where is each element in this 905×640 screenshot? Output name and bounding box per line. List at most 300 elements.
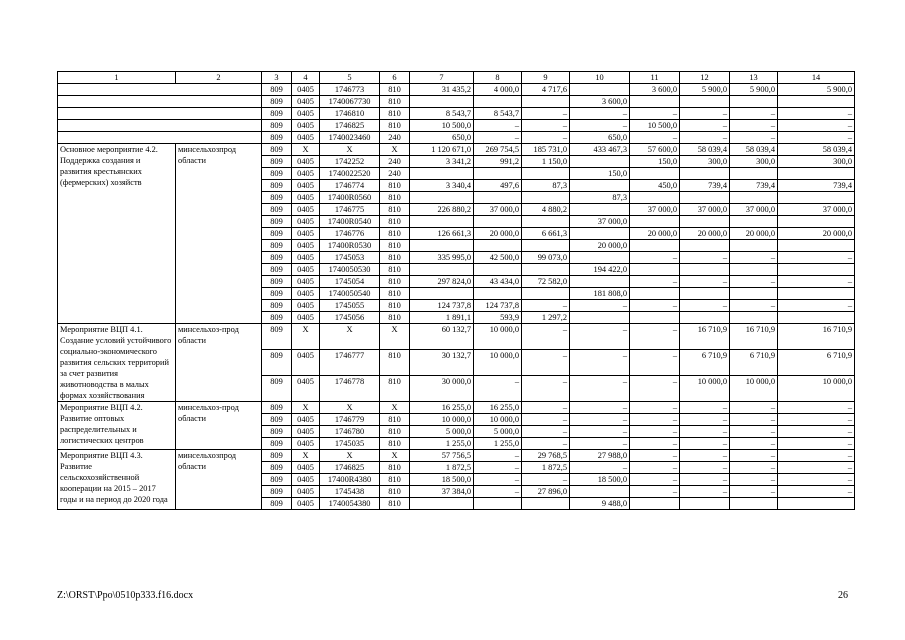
table-cell: 809 [262,180,292,192]
table-cell [570,156,630,168]
table-cell: 300,0 [730,156,778,168]
table-cell: 8 543,7 [410,108,474,120]
table-cell: 809 [262,120,292,132]
table-cell: 0405 [292,438,320,450]
table-cell [778,288,855,300]
table-cell [680,498,730,510]
table-cell [630,288,680,300]
table-cell: 809 [262,216,292,228]
table-cell [474,216,522,228]
table-cell: 1740067730 [320,96,380,108]
table-cell: 9 488,0 [570,498,630,510]
table-row [58,96,855,108]
table-cell: 124 737,8 [410,300,474,312]
table-cell [680,312,730,324]
table-cell: – [730,132,778,144]
table-cell: 650,0 [570,132,630,144]
table-cell: 809 [262,144,292,156]
table-header-row [58,72,855,84]
table-cell: – [730,462,778,474]
table-cell [570,180,630,192]
table-cell [570,486,630,498]
table-cell: 0405 [292,498,320,510]
table-cell: – [778,108,855,120]
table-cell: 42 500,0 [474,252,522,264]
column-header: 6 [380,72,410,84]
table-cell: 20 000,0 [474,228,522,240]
table-cell: 16 710,9 [778,324,855,350]
table-cell: 16 255,0 [474,402,522,414]
table-cell: – [730,108,778,120]
footer-page-number: 26 [838,590,848,601]
table-cell: 809 [262,402,292,414]
table-cell: – [522,120,570,132]
table-cell: – [730,450,778,462]
table-cell [474,240,522,252]
budget-table [57,71,855,510]
table-cell: 1746810 [320,108,380,120]
table-cell: 10 500,0 [630,120,680,132]
table-cell: – [778,486,855,498]
table-cell: 0405 [292,132,320,144]
table-cell: 4 880,2 [522,204,570,216]
table-cell: 809 [262,426,292,438]
table-cell: 593,9 [474,312,522,324]
table-cell: 809 [262,376,292,402]
table-cell: X [380,144,410,156]
table-cell: 810 [380,300,410,312]
activity-name-cell: Мероприятие ВЦП 4.2. Развитие оптовых распределительных и логистических центров [58,402,176,450]
table-cell: 810 [380,192,410,204]
table-cell: 1 150,0 [522,156,570,168]
table-cell: 809 [262,276,292,288]
table-cell: X [292,144,320,156]
table-cell: 10 000,0 [474,324,522,350]
table-cell: 739,4 [730,180,778,192]
table-cell [630,498,680,510]
table-cell: – [680,402,730,414]
table-cell [630,264,680,276]
table-cell: 150,0 [630,156,680,168]
table-cell: 37 000,0 [630,204,680,216]
table-cell: 0405 [292,240,320,252]
table-cell: 6 661,3 [522,228,570,240]
table-cell: X [320,450,380,462]
table-cell: 0405 [292,300,320,312]
table-row [58,108,855,120]
table-cell: 433 467,3 [570,144,630,156]
table-cell: 809 [262,324,292,350]
table-cell [778,96,855,108]
table-cell: 3 600,0 [630,84,680,96]
table-cell: 10 000,0 [474,414,522,426]
table-cell: 8 543,7 [474,108,522,120]
table-cell: – [474,450,522,462]
table-cell: – [630,108,680,120]
table-cell: – [680,120,730,132]
column-header: 1 [58,72,176,84]
table-cell [730,96,778,108]
table-cell: 809 [262,252,292,264]
table-cell [680,168,730,180]
empty-cell [58,108,262,120]
column-header: 4 [292,72,320,84]
table-cell: 810 [380,474,410,486]
table-cell [474,288,522,300]
table-cell: 20 000,0 [730,228,778,240]
table-cell: 72 582,0 [522,276,570,288]
table-cell: 809 [262,168,292,180]
column-header: 13 [730,72,778,84]
table-cell: X [380,450,410,462]
table-cell: 1746777 [320,350,380,376]
table-cell: 810 [380,84,410,96]
table-cell: 1746778 [320,376,380,402]
table-cell: – [730,426,778,438]
table-cell: – [630,300,680,312]
table-cell [630,168,680,180]
table-cell [474,192,522,204]
table-cell [630,240,680,252]
table-cell: 3 341,2 [410,156,474,168]
table-cell [522,192,570,204]
table-cell: 0405 [292,84,320,96]
table-cell: 27 988,0 [570,450,630,462]
table-cell: – [778,438,855,450]
table-cell [680,288,730,300]
table-cell: 0405 [292,486,320,498]
table-cell: 0405 [292,288,320,300]
table-cell: 0405 [292,180,320,192]
table-cell: – [630,426,680,438]
table-cell: 809 [262,288,292,300]
table-cell: 810 [380,312,410,324]
table-cell: 87,3 [522,180,570,192]
table-cell [522,216,570,228]
table-row [58,324,855,350]
table-cell [474,264,522,276]
table-cell [778,168,855,180]
table-cell: – [630,276,680,288]
table-cell: 17400R4380 [320,474,380,486]
table-cell: 0405 [292,216,320,228]
table-cell: 1746776 [320,228,380,240]
column-header: 10 [570,72,630,84]
table-cell: 0405 [292,376,320,402]
table-cell: 810 [380,462,410,474]
table-cell: 335 995,0 [410,252,474,264]
table-cell: 0405 [292,168,320,180]
table-cell: 809 [262,486,292,498]
table-cell: – [522,474,570,486]
table-cell: 1 255,0 [410,438,474,450]
table-cell: 31 435,2 [410,84,474,96]
table-cell: 6 710,9 [680,350,730,376]
table-cell: – [522,376,570,402]
table-cell: 37 000,0 [570,216,630,228]
table-cell: – [630,350,680,376]
table-cell: 1 872,5 [410,462,474,474]
column-header: 9 [522,72,570,84]
table-cell [410,96,474,108]
table-cell: 181 808,0 [570,288,630,300]
table-cell: 3 340,4 [410,180,474,192]
table-cell: 124 737,8 [474,300,522,312]
table-cell: 0405 [292,108,320,120]
table-cell [680,216,730,228]
table-cell: 810 [380,376,410,402]
table-row [58,84,855,96]
footer-file-path: Z:\ORST\Ppo\0510p333.f16.docx [57,590,194,601]
table-cell: 1 297,2 [522,312,570,324]
table-cell [680,240,730,252]
table-cell [474,168,522,180]
table-cell: 300,0 [778,156,855,168]
table-cell: – [680,132,730,144]
table-cell: – [778,276,855,288]
table-cell: 1745056 [320,312,380,324]
table-cell: 810 [380,216,410,228]
table-cell [410,264,474,276]
table-cell: – [778,120,855,132]
table-cell: – [474,376,522,402]
table-cell: 5 900,0 [778,84,855,96]
activity-name-cell: Мероприятие ВЦП 4.1. Создание условий устойчивого социально-экономического развития сельских территорий за счет развития животноводства в малых формах хозяйствования [58,324,176,402]
table-cell: 739,4 [680,180,730,192]
table-cell: 810 [380,120,410,132]
executor-cell: минсельхозпрод области [176,144,262,324]
table-cell: – [730,402,778,414]
table-cell: 0405 [292,228,320,240]
table-cell: 810 [380,438,410,450]
table-cell: 5 900,0 [730,84,778,96]
table-cell: 57 600,0 [630,144,680,156]
table-cell: 810 [380,264,410,276]
executor-cell: минсельхоз-прод области [176,402,262,450]
table-cell: 0405 [292,96,320,108]
table-cell: 809 [262,240,292,252]
table-cell [630,96,680,108]
table-cell: – [522,414,570,426]
table-cell: 29 768,5 [522,450,570,462]
table-cell: – [570,402,630,414]
table-cell: 1746825 [320,120,380,132]
table-cell: – [680,276,730,288]
table-cell: 37 384,0 [410,486,474,498]
table-cell: 5 900,0 [680,84,730,96]
table-cell [778,498,855,510]
table-cell: 0405 [292,264,320,276]
table-row [58,402,855,414]
table-cell: 810 [380,108,410,120]
table-cell: – [570,300,630,312]
table-cell [474,96,522,108]
table-cell: – [630,132,680,144]
table-row [58,450,855,462]
table-cell: 10 000,0 [730,376,778,402]
table-cell: 809 [262,204,292,216]
table-cell: 27 896,0 [522,486,570,498]
table-cell [522,288,570,300]
table-cell [522,168,570,180]
table-cell: X [292,450,320,462]
table-cell: 126 661,3 [410,228,474,240]
table-cell: 0405 [292,426,320,438]
table-cell [570,204,630,216]
empty-cell [58,96,262,108]
table-cell: 809 [262,156,292,168]
table-cell: – [570,324,630,350]
table-cell: – [570,462,630,474]
table-cell [778,312,855,324]
table-cell: 810 [380,240,410,252]
table-cell: 1740050540 [320,288,380,300]
table-cell [570,276,630,288]
activity-name-cell: Мероприятие ВЦП 4.3. Развитие сельскохозяйственной кооперации на 2015 – 2017 годы и на период до 2020 года [58,450,176,510]
table-cell: 810 [380,228,410,240]
table-cell: 497,6 [474,180,522,192]
table-cell: 0405 [292,156,320,168]
table-cell: 809 [262,300,292,312]
table-cell: – [730,252,778,264]
table-cell: 300,0 [680,156,730,168]
table-cell: 810 [380,498,410,510]
table-cell: – [778,426,855,438]
table-cell: 1 872,5 [522,462,570,474]
table-cell: 0405 [292,192,320,204]
table-cell: – [680,486,730,498]
table-cell [778,240,855,252]
table-cell: 10 000,0 [680,376,730,402]
table-cell: – [778,462,855,474]
table-cell: 1742252 [320,156,380,168]
table-cell: 16 255,0 [410,402,474,414]
table-cell: – [680,252,730,264]
table-cell: X [320,402,380,414]
table-cell: 10 000,0 [474,350,522,376]
table-cell: 0405 [292,120,320,132]
table-cell: 20 000,0 [778,228,855,240]
table-cell: 810 [380,288,410,300]
table-cell: 1745055 [320,300,380,312]
table-cell: 37 000,0 [474,204,522,216]
table-cell [410,216,474,228]
empty-cell [58,120,262,132]
column-header: 2 [176,72,262,84]
table-cell: 0405 [292,474,320,486]
table-cell: X [292,402,320,414]
table-cell: – [778,402,855,414]
table-cell: – [570,426,630,438]
table-cell: 1746775 [320,204,380,216]
table-cell [410,240,474,252]
table-cell [730,498,778,510]
table-cell: 37 000,0 [778,204,855,216]
activity-name-cell: Основное мероприятие 4.2. Поддержка создания и развития крестьянских (фермерских) хозяйств [58,144,176,324]
table-cell: – [474,462,522,474]
table-cell: 810 [380,96,410,108]
table-cell: – [522,426,570,438]
table-cell: 650,0 [410,132,474,144]
table-cell: 57 756,5 [410,450,474,462]
table-cell: 809 [262,264,292,276]
table-cell: 1740054380 [320,498,380,510]
table-cell: 10 000,0 [410,414,474,426]
column-header: 14 [778,72,855,84]
table-cell: – [630,462,680,474]
table-cell: 0405 [292,276,320,288]
table-cell [410,168,474,180]
table-cell [410,192,474,204]
table-cell [410,498,474,510]
table-cell: 16 710,9 [680,324,730,350]
table-cell [570,84,630,96]
table-cell: 20 000,0 [570,240,630,252]
table-cell: 809 [262,414,292,426]
table-cell: 43 434,0 [474,276,522,288]
table-cell: – [630,252,680,264]
table-cell: 58 039,4 [778,144,855,156]
table-cell: 0405 [292,462,320,474]
table-cell: 809 [262,450,292,462]
table-cell: 240 [380,168,410,180]
empty-cell [58,132,262,144]
table-cell: 1740023460 [320,132,380,144]
table-cell: – [630,438,680,450]
table-row [58,120,855,132]
table-cell [630,192,680,204]
table-cell: – [570,350,630,376]
table-cell [730,168,778,180]
table-cell: 0405 [292,414,320,426]
column-header: 12 [680,72,730,84]
table-cell: 810 [380,180,410,192]
table-cell [522,240,570,252]
table-cell: 1746780 [320,426,380,438]
table-cell: – [778,450,855,462]
table-cell: – [730,414,778,426]
column-header: 5 [320,72,380,84]
table-cell: 991,2 [474,156,522,168]
table-cell [730,240,778,252]
table-cell: 240 [380,156,410,168]
table-cell [680,264,730,276]
table-cell: – [630,414,680,426]
table-cell: – [522,324,570,350]
table-cell [730,216,778,228]
table-cell: – [730,276,778,288]
table-cell: – [778,132,855,144]
table-cell: 60 132,7 [410,324,474,350]
table-cell [522,96,570,108]
table-cell [778,264,855,276]
table-cell: 1745438 [320,486,380,498]
table-cell: 194 422,0 [570,264,630,276]
column-header: 3 [262,72,292,84]
table-cell: X [320,324,380,350]
table-cell: – [680,108,730,120]
table-cell: – [630,450,680,462]
table-cell: – [522,350,570,376]
table-row [58,144,855,156]
table-cell: 10 000,0 [778,376,855,402]
table-cell: 809 [262,462,292,474]
table-cell [522,498,570,510]
table-cell: – [522,108,570,120]
table-cell: – [630,402,680,414]
table-cell: 1 255,0 [474,438,522,450]
table-cell: 809 [262,96,292,108]
